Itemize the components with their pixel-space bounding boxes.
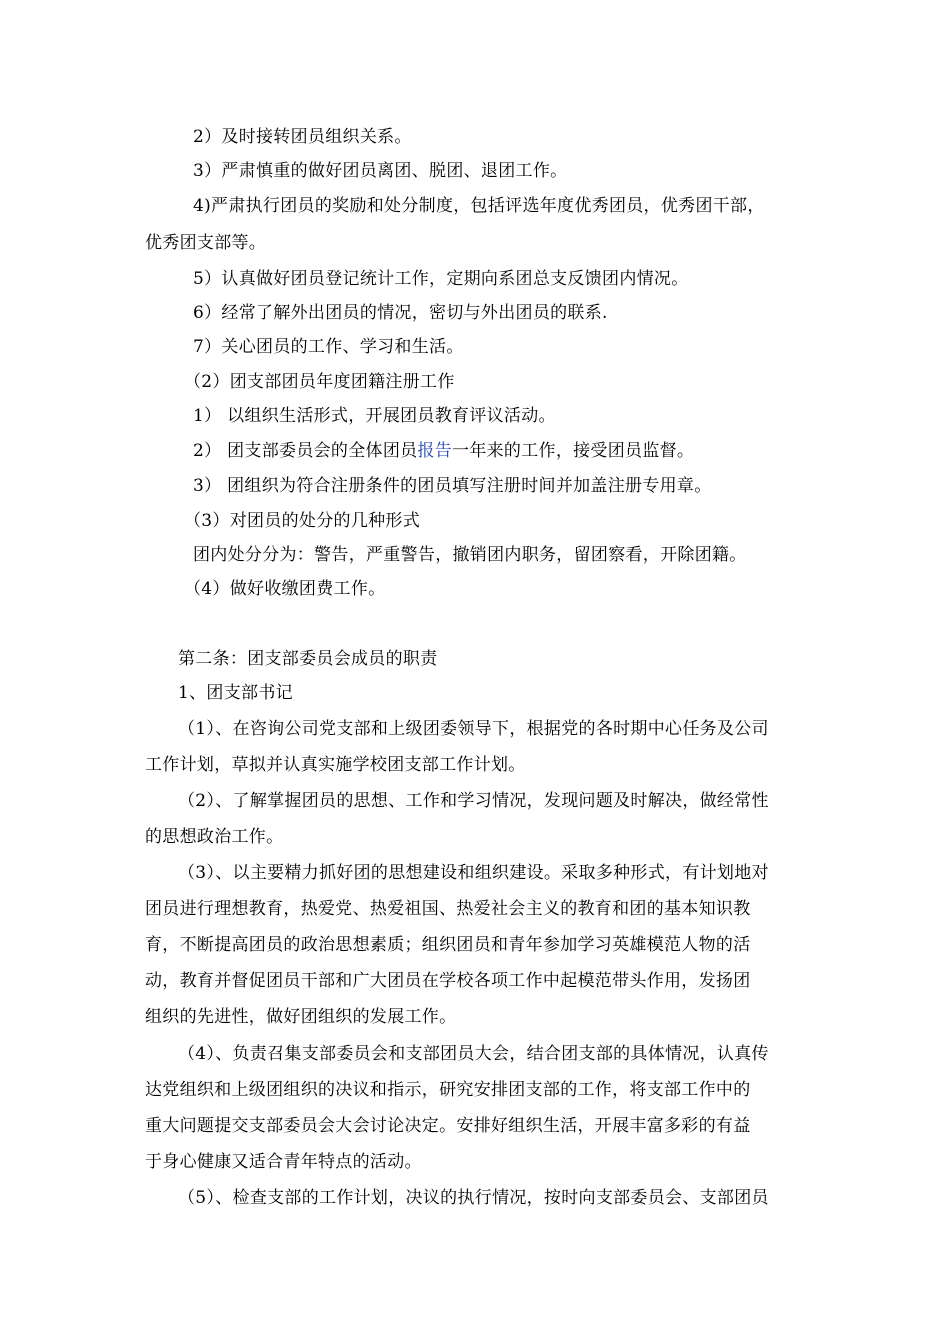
section-heading: （2）团支部团员年度团籍注册工作 bbox=[184, 372, 455, 392]
text-line: 3） 团组织为符合注册条件的团员填写注册时间并加盖注册专用章。 bbox=[193, 476, 712, 496]
text-line: 1） 以组织生活形式，开展团员教育评议活动。 bbox=[193, 406, 556, 426]
text-line: 重大问题提交支部委员会大会讨论决定。安排好组织生活，开展丰富多彩的有益 bbox=[145, 1116, 751, 1136]
text-segment: 2） 团支部委员会的全体团员 bbox=[193, 441, 418, 461]
subheading: 1、团支部书记 bbox=[178, 683, 293, 703]
text-line: （2）、了解掌握团员的思想、工作和学习情况，发现问题及时解决，做经常性 bbox=[178, 791, 769, 811]
section-heading: （3）对团员的处分的几种形式 bbox=[184, 511, 421, 531]
text-line: 优秀团支部等。 bbox=[145, 233, 267, 253]
text-line: 团内处分分为：警告，严重警告，撤销团内职务，留团察看，开除团籍。 bbox=[193, 545, 747, 565]
text-line: （5）、检查支部的工作计划，决议的执行情况，按时向支部委员会、支部团员 bbox=[178, 1188, 769, 1208]
text-line: 动，教育并督促团员干部和广大团员在学校各项工作中起模范带头作用，发扬团 bbox=[145, 971, 751, 991]
text-segment: 一年来的工作，接受团员监督。 bbox=[452, 441, 695, 461]
text-line: 的思想政治工作。 bbox=[145, 827, 284, 847]
text-line-with-link bbox=[193, 440, 694, 462]
text-line: （4）、负责召集支部委员会和支部团员大会，结合团支部的具体情况，认真传 bbox=[178, 1044, 769, 1064]
report-link[interactable]: 报告 bbox=[417, 441, 453, 461]
text-line: 5）认真做好团员登记统计工作，定期向系团总支反馈团内情况。 bbox=[193, 269, 689, 289]
text-line: 6）经常了解外出团员的情况，密切与外出团员的联系. bbox=[193, 303, 608, 323]
text-line: 工作计划，草拟并认真实施学校团支部工作计划。 bbox=[145, 755, 526, 775]
text-line: 团员进行理想教育，热爱党、热爱祖国、热爱社会主义的教育和团的基本知识教 bbox=[145, 899, 751, 919]
text-line: （3）、以主要精力抓好团的思想建设和组织建设。采取多种形式，有计划地对 bbox=[178, 863, 769, 883]
text-line: 3）严肃慎重的做好团员离团、脱团、退团工作。 bbox=[193, 161, 568, 181]
text-line: 于身心健康又适合青年特点的活动。 bbox=[145, 1152, 422, 1172]
text-line: 组织的先进性，做好团组织的发展工作。 bbox=[145, 1007, 457, 1027]
text-line: 2）及时接转团员组织关系。 bbox=[193, 127, 412, 147]
text-line: 4)严肃执行团员的奖励和处分制度，包括评选年度优秀团员，优秀团干部， bbox=[193, 196, 765, 216]
text-line: 育，不断提高团员的政治思想素质；组织团员和青年参加学习英雄模范人物的活 bbox=[145, 935, 751, 955]
section-heading: （4）做好收缴团费工作。 bbox=[184, 579, 386, 599]
text-line: （1）、在咨询公司党支部和上级团委领导下，根据党的各时期中心任务及公司 bbox=[178, 719, 769, 739]
text-line: 7）关心团员的工作、学习和生活。 bbox=[193, 337, 464, 357]
text-line: 达党组织和上级团组织的决议和指示，研究安排团支部的工作，将支部工作中的 bbox=[145, 1080, 751, 1100]
article-heading: 第二条：团支部委员会成员的职责 bbox=[178, 649, 438, 669]
